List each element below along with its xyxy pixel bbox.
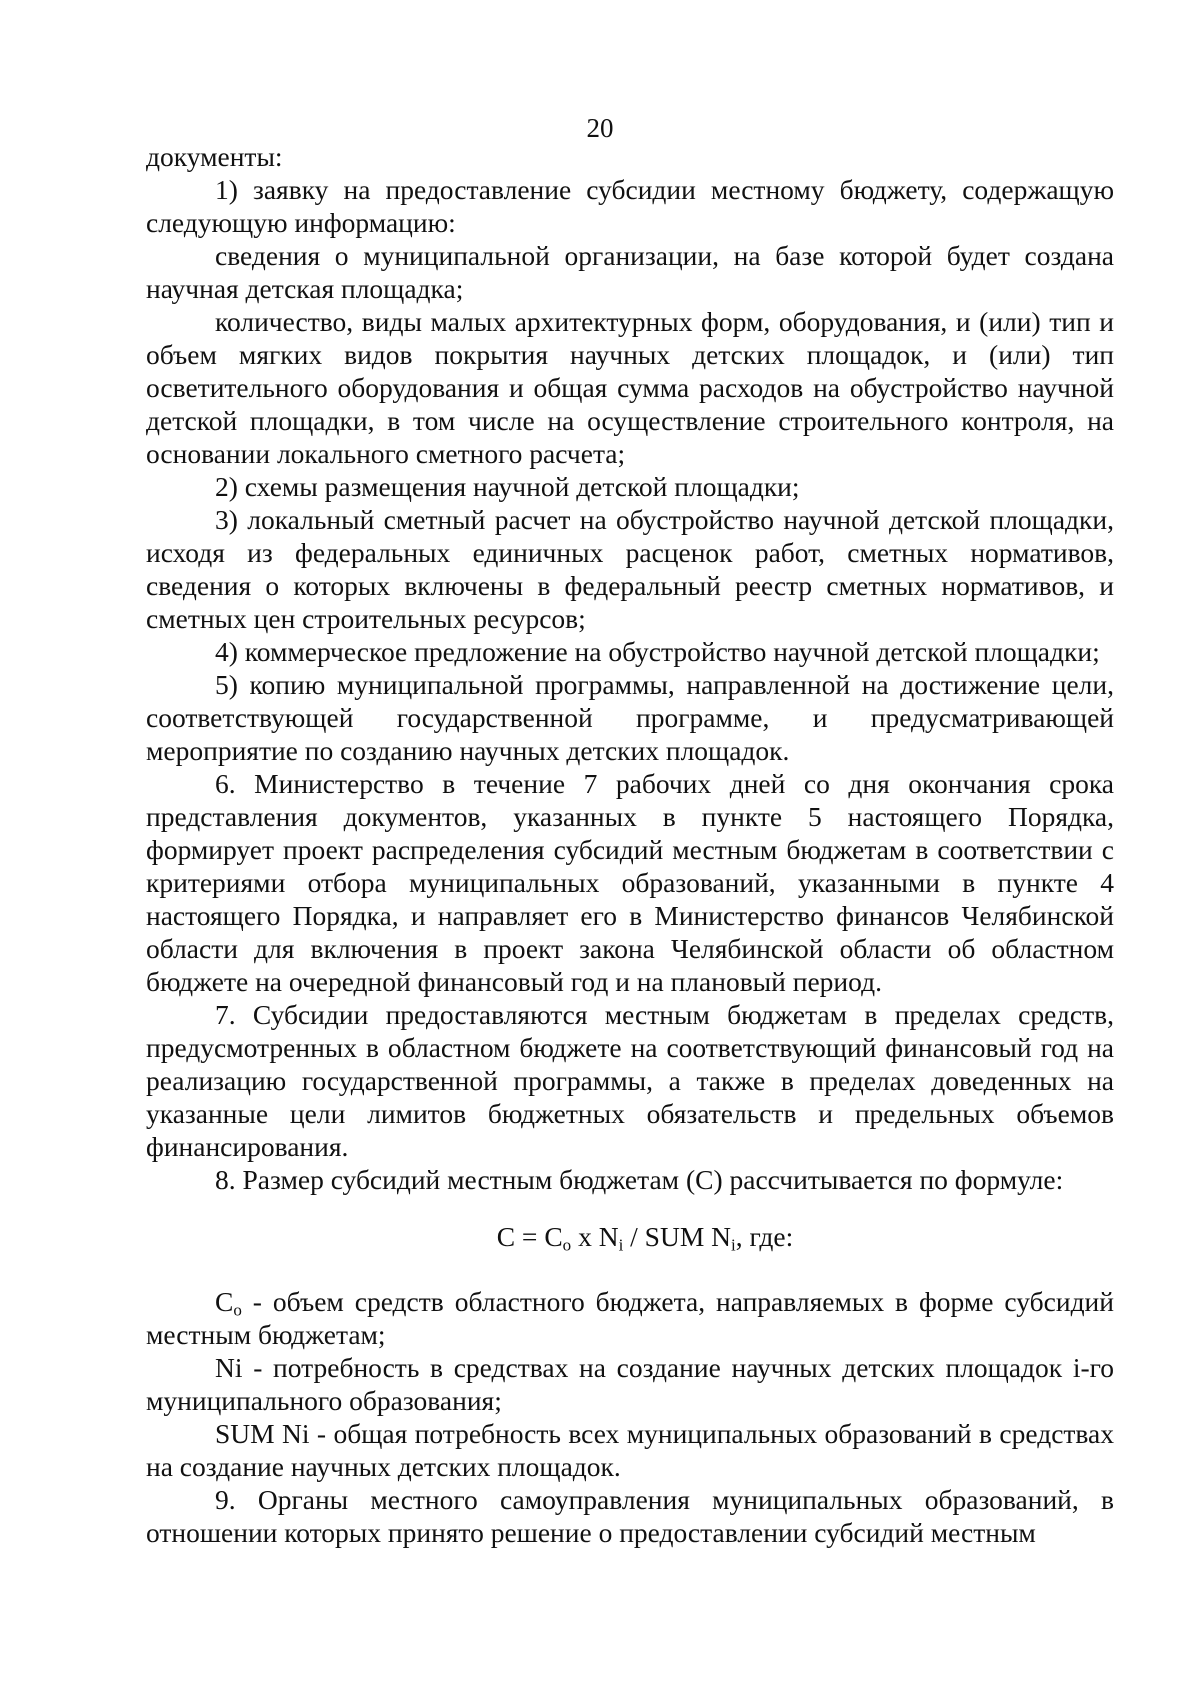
formula-mid: / SUM N [623,1221,732,1252]
document-body [146,140,1114,1549]
subsidy-formula [146,1220,1114,1253]
paragraph: 3) локальный сметный расчет на обустройство научной детской площадки, исходя из федеральных единичных расценок работ, сметных нормативов, сведения о которых включены в федеральный реестр сметных нормативов, и сметных цен строительных ресурсов; [146,504,1114,634]
paragraph: 7. Субсидии предоставляются местным бюджетам в пределах средств, предусмотренных в областном бюджете на соответствующий финансовый год на реализацию государственной программы, а также в пределах доведенных на указанные цели лимитов бюджетных обязательств и предельных объемов финансирования. [146,999,1114,1162]
definition-sum-ni: SUM Ni - общая потребность всех муниципальных образований в средствах на создание научных детских площадок. [146,1418,1114,1482]
paragraph: 1) заявку на предоставление субсидии местному бюджету, содержащую следующую информацию: [146,174,1114,238]
definition-co [146,1285,1114,1351]
paragraph-9: 9. Органы местного самоуправления муниципальных образований, в отношении которых принято решение о предоставлении субсидий местным [146,1484,1114,1548]
paragraph: количество, виды малых архитектурных форм, оборудования, и (или) тип и объем мягких видов покрытия научных детских площадок, и (или) тип осветительного оборудования и общая сумма расходов на обустройство научной детской площадки, в том числе на осуществление строительного контроля, на основании локального сметного расчета; [146,306,1114,469]
definition-symbol: С [215,1286,234,1317]
paragraph: 2) схемы размещения научной детской площадки; [215,471,800,502]
paragraph: документы: [146,141,283,172]
page-number: 20 [586,113,614,143]
paragraph: 4) коммерческое предложение на обустройство научной детской площадки; [215,636,1100,667]
formula-subscript-i: i [618,1235,624,1255]
formula-mid: х N [571,1221,619,1252]
paragraph: 6. Министерство в течение 7 рабочих дней со дня окончания срока представления документов, указанных в пункте 5 настоящего Порядка, формирует проект распределения субсидий местным бюджетам в соответствии с критериями отбора муниципальных образований, указанными в пункте 4 настоящего Порядка, и направляет его в Министерство финансов Челябинской области для включения в проект закона Челябинской области об областном бюджете на очередной финансовый год и на плановый период. [146,768,1114,997]
formula-subscript-o: о [562,1235,572,1255]
formula-lhs: С = С [496,1221,563,1252]
definition-ni: Ni - потребность в средствах на создание научных детских площадок i-го муниципального образования; [146,1352,1114,1416]
formula-subscript-i: i [731,1235,736,1255]
formula-tail: , где: [735,1221,794,1252]
paragraph: 5) копию муниципальной программы, направленной на достижение цели, соответствующей государственной программе, и предусматривающей мероприятие по созданию научных детских площадок. [146,669,1114,766]
definition-text: - объем средств областного бюджета, направляемых в форме субсидий местным бюджетам; [146,1286,1114,1350]
paragraph: 8. Размер субсидий местным бюджетам (С) рассчитывается по формуле: [215,1164,1064,1195]
paragraph: сведения о муниципальной организации, на базе которой будет создана научная детская площадка; [146,240,1114,304]
definition-subscript: о [233,1300,242,1320]
